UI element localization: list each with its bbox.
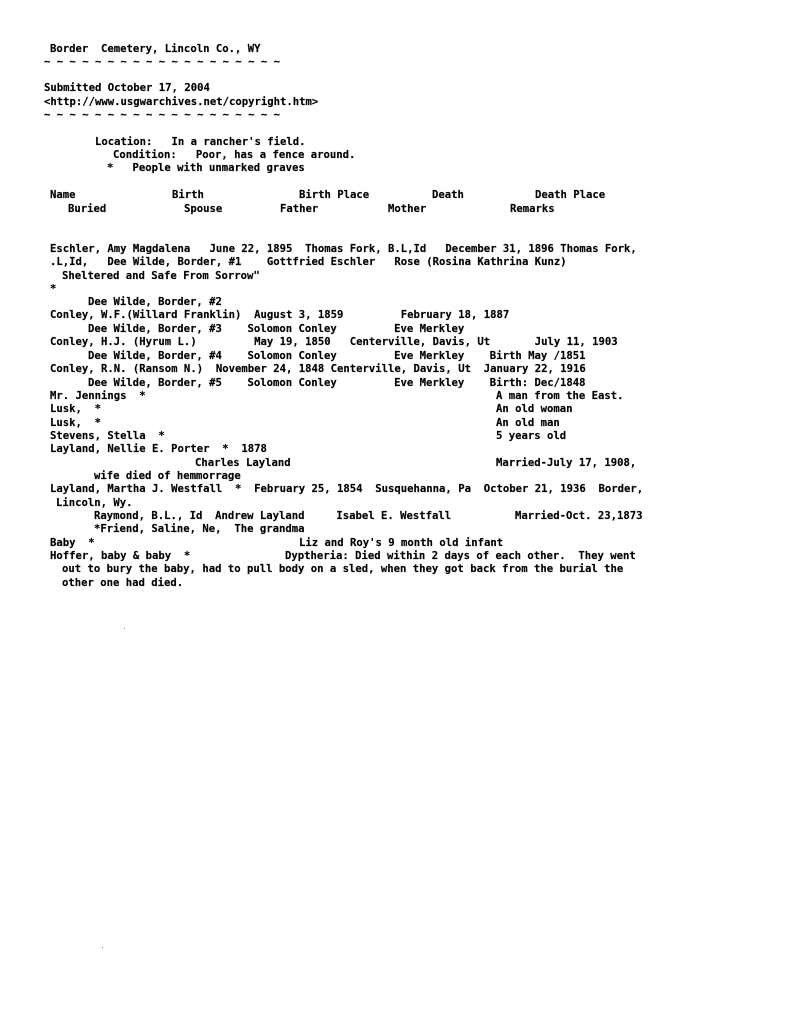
- record-line: Dee Wilde, Border, #3 Solomon Conley Eve Merkley: [88, 323, 465, 335]
- scan-speck: [124, 628, 125, 629]
- condition-line: Condition: Poor, has a fence around.: [113, 149, 356, 161]
- column-header-birth: Birth: [172, 189, 204, 201]
- record-line: other one had died.: [62, 577, 184, 589]
- tilde-rule: ~ ~ ~ ~ ~ ~ ~ ~ ~ ~ ~ ~ ~ ~ ~ ~ ~ ~ ~: [44, 109, 280, 121]
- tilde-rule: ~ ~ ~ ~ ~ ~ ~ ~ ~ ~ ~ ~ ~ ~ ~ ~ ~ ~ ~: [44, 56, 280, 68]
- record-line: *Friend, Saline, Ne, The grandma: [94, 523, 305, 535]
- record-line: *: [50, 283, 57, 295]
- record-remark: An old man: [496, 417, 560, 429]
- submitted-date: Submitted October 17, 2004: [44, 82, 210, 94]
- record-line: Dee Wilde, Border, #2: [88, 296, 222, 308]
- record-line: Mr. Jennings *: [50, 390, 146, 402]
- record-line: Conley, W.F.(Willard Franklin) August 3, 1859 February 18, 1887: [50, 309, 510, 321]
- record-line: Eschler, Amy Magdalena June 22, 1895 Thomas Fork, B.L,Id December 31, 1896 Thomas Fork,: [50, 243, 637, 255]
- record-remark: A man from the East.: [496, 390, 624, 402]
- column-header-remarks: Remarks: [510, 203, 555, 215]
- record-line: Charles Layland: [195, 457, 291, 469]
- column-header-death-place: Death Place: [535, 189, 606, 201]
- record-remark: Dyptheria: Died within 2 days of each other. They went: [285, 550, 636, 562]
- column-header-death: Death: [432, 189, 464, 201]
- record-line: Raymond, B.L., Id Andrew Layland Isabel E. Westfall Married-Oct. 23,1873: [94, 510, 643, 522]
- record-line: Lusk, *: [50, 417, 102, 429]
- record-line: Conley, R.N. (Ransom N.) November 24, 1848 Centerville, Davis, Ut January 22, 1916: [50, 363, 586, 375]
- record-line: Hoffer, baby & baby *: [50, 550, 191, 562]
- column-header-mother: Mother: [388, 203, 427, 215]
- record-line: Conley, H.J. (Hyrum L.) May 19, 1850 Centerville, Davis, Ut July 11, 1903: [50, 336, 618, 348]
- record-line: .L,Id, Dee Wilde, Border, #1 Gottfried Eschler Rose (Rosina Kathrina Kunz): [50, 256, 567, 268]
- record-line: Lincoln, Wy.: [56, 497, 133, 509]
- column-header-birth-place: Birth Place: [299, 189, 370, 201]
- record-line: Lusk, *: [50, 403, 102, 415]
- column-header-spouse: Spouse: [184, 203, 223, 215]
- record-line: Sheltered and Safe From Sorrow": [62, 270, 260, 282]
- record-line: out to bury the baby, had to pull body on a sled, when they got back from the burial the: [62, 563, 624, 575]
- location-line: Location: In a rancher's field.: [95, 136, 306, 148]
- record-remark: Married-July 17, 1908,: [496, 457, 637, 469]
- column-header-father: Father: [280, 203, 319, 215]
- column-header-buried: Buried: [68, 203, 107, 215]
- record-line: Layland, Martha J. Westfall * February 25, 1854 Susquehanna, Pa October 21, 1936 Border,: [50, 483, 644, 495]
- record-remark: An old woman: [496, 403, 573, 415]
- unmarked-legend: * People with unmarked graves: [107, 162, 305, 174]
- record-line: Baby *: [50, 537, 95, 549]
- scan-speck: [102, 947, 103, 948]
- document-title: Border Cemetery, Lincoln Co., WY: [50, 43, 261, 55]
- record-line: Stevens, Stella *: [50, 430, 165, 442]
- copyright-url[interactable]: <http://www.usgwarchives.net/copyright.htm>: [44, 96, 319, 108]
- record-remark: Liz and Roy's 9 month old infant: [299, 537, 504, 549]
- record-line: wife died of hemmorrage: [94, 470, 241, 482]
- record-line: Layland, Nellie E. Porter * 1878: [50, 443, 267, 455]
- record-remark: 5 years old: [496, 430, 567, 442]
- column-header-name: Name: [50, 189, 76, 201]
- record-line: Dee Wilde, Border, #4 Solomon Conley Eve Merkley Birth May /1851: [88, 350, 586, 362]
- record-line: Dee Wilde, Border, #5 Solomon Conley Eve Merkley Birth: Dec/1848: [88, 377, 586, 389]
